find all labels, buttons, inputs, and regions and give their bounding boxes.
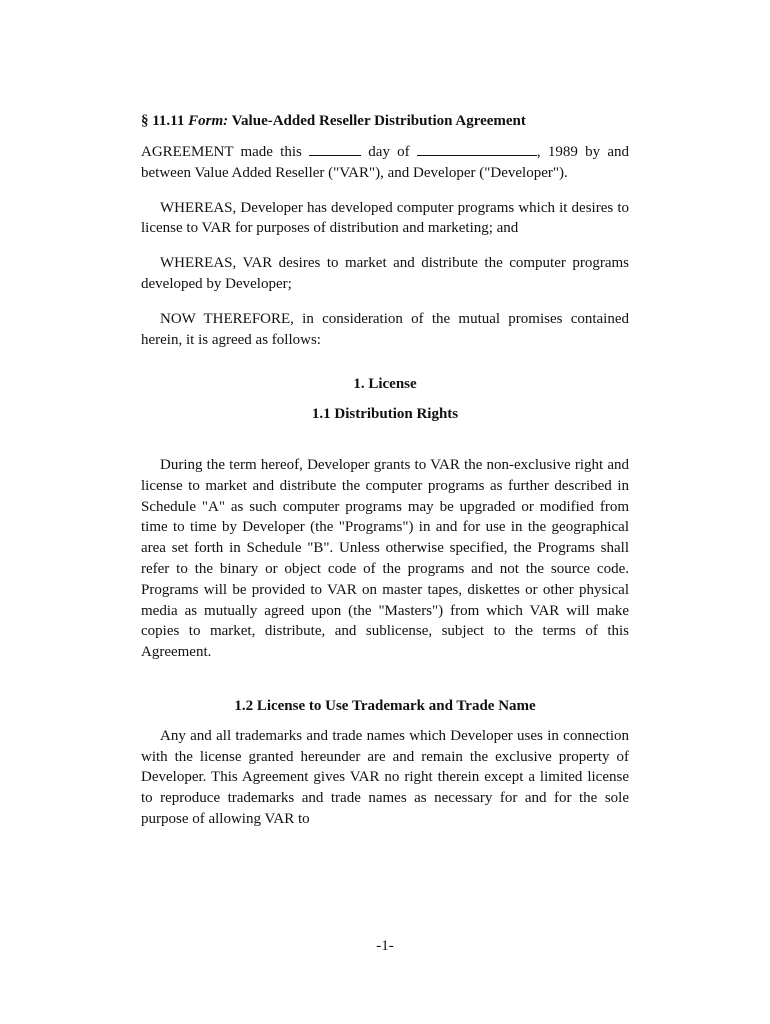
trademark-license-paragraph: Any and all trademarks and trade names which Developer uses in connection with the license granted hereunder are and remain the exclusive property of Developer. This Agreement gives VAR no right therein except a limited license to reproduce trademarks and trade names as necessary for and for the sole purpose of allowing VAR to	[141, 727, 629, 827]
title-agreement-name: Value-Added Reseller Distribution Agreement	[228, 113, 526, 129]
intro-text-end: , 1989 by and between Value Added Reseller ("VAR"), and Developer ("Developer").	[141, 144, 629, 181]
document-title	[141, 110, 629, 132]
document-page	[141, 110, 629, 844]
title-form-label: Form:	[188, 113, 229, 129]
title-section-number: § 11.11	[141, 113, 189, 129]
section-1-heading: 1. License	[353, 376, 417, 393]
section-1-2-heading: 1.2 License to Use Trademark and Trade Name	[234, 697, 536, 714]
now-therefore-paragraph: NOW THEREFORE, in consideration of the mutual promises contained herein, it is agreed as follows:	[141, 310, 629, 348]
distribution-rights-paragraph: During the term hereof, Developer grants to VAR the non-exclusive right and license to market and distribute the computer programs as further described in Schedule "A" as such computer programs may be upgraded or modified from time to time by Developer (the "Programs") in and for use in the geographical area set forth in Schedule "B". Unless otherwise specified, the Programs shall refer to the binary or object code of the programs and not the source code. Programs will be provided to VAR on master tapes, diskettes or other physical media as mutually agreed upon (the "Masters") from which VAR will make copies to market, distribute, and sublicense, subject to the terms of this Agreement.	[141, 456, 629, 661]
day-blank-line	[309, 142, 361, 156]
whereas-paragraph-2: WHEREAS, VAR desires to market and distribute the computer programs developed by Developer;	[141, 255, 629, 292]
whereas-paragraph-1: WHEREAS, Developer has developed computer programs which it desires to license to VAR for purposes of distribution and marketing; and	[141, 199, 629, 237]
month-blank-line	[417, 142, 537, 156]
intro-text-middle: day of	[361, 144, 417, 160]
intro-text-start: AGREEMENT made this	[141, 144, 310, 160]
section-1-1-heading: 1.1 Distribution Rights	[311, 406, 459, 423]
intro-paragraph	[141, 142, 629, 184]
page-number: -1-	[376, 938, 394, 954]
